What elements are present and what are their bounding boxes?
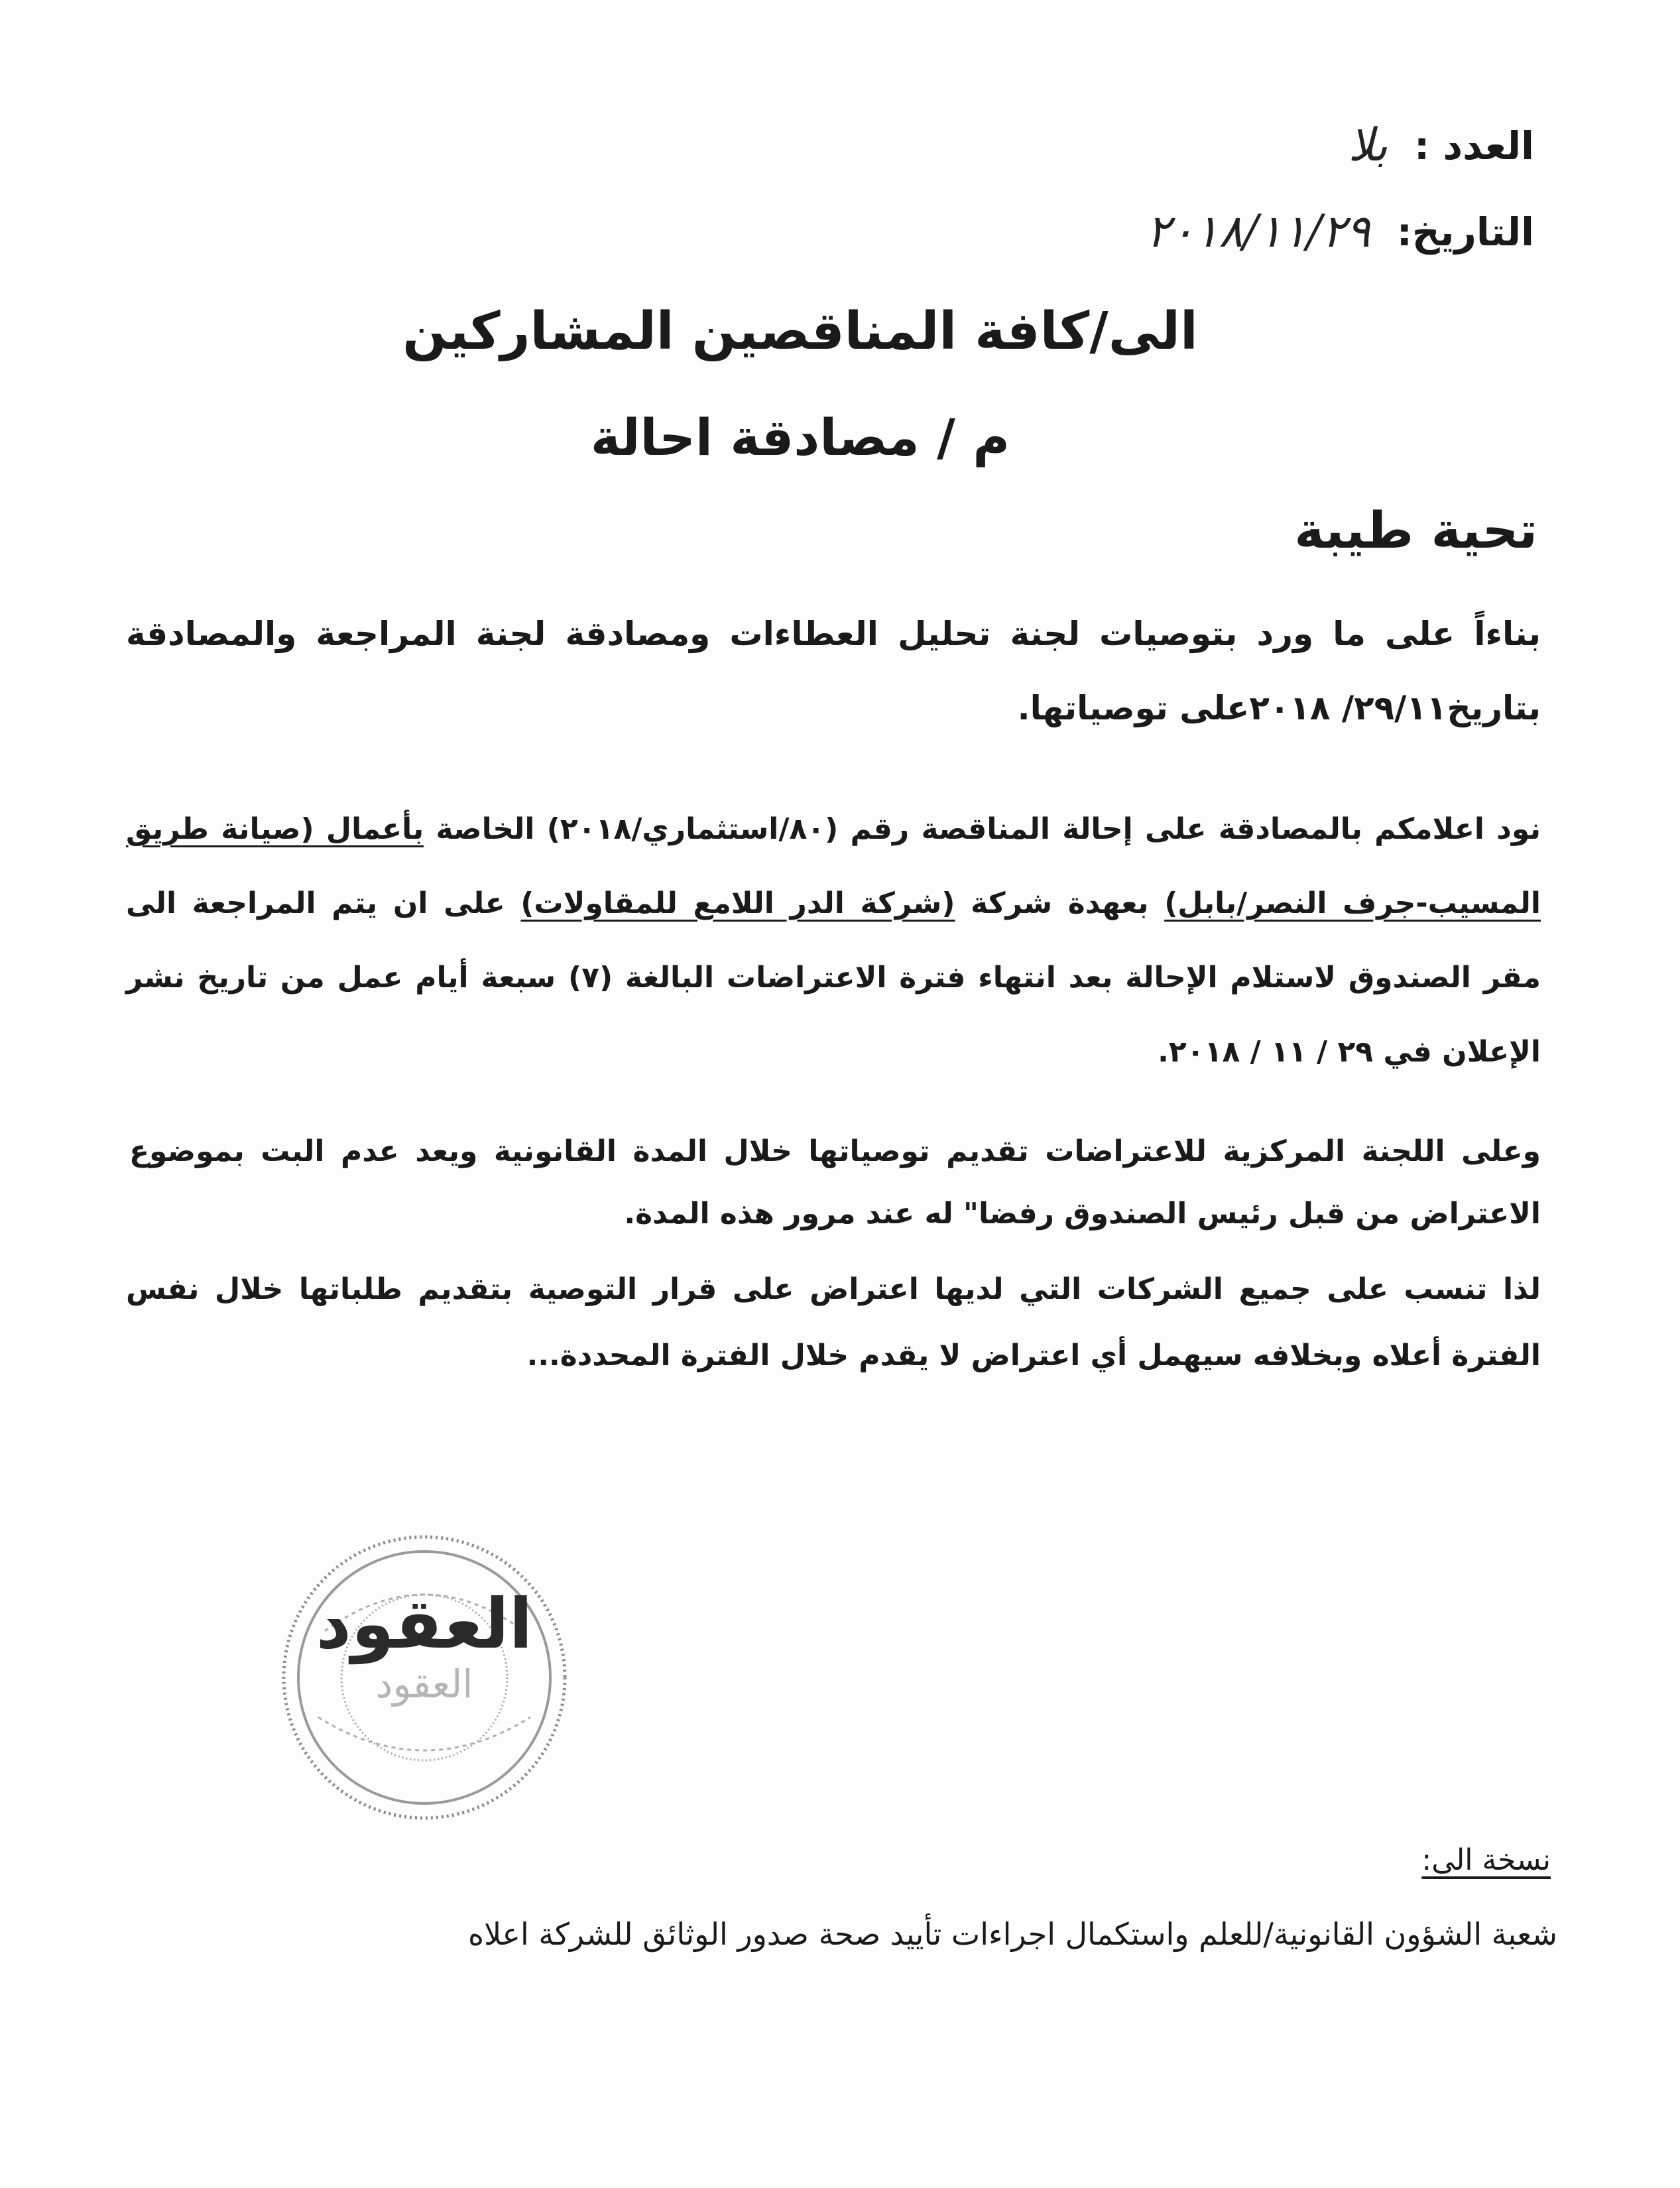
reference-number-value: بلا bbox=[1348, 119, 1388, 172]
reference-number-line bbox=[1348, 119, 1534, 172]
award-text-part1: نود اعلامكم بالمصادقة على إحالة المناقصة رقم (٨٠/استثماري/٢٠١٨) الخاصة bbox=[424, 812, 1541, 846]
paragraph-objections-committee: وعلى اللجنة المركزية للاعتراضات تقديم توصياتها خلال المدة القانونية ويعد عدم البت بموضوع الاعتراض من قبل رئيس الصندوق رفضا" له عند مرور هذه المدة. bbox=[129, 1134, 1541, 1231]
award-text-part2: بعهدة شركة bbox=[955, 886, 1165, 920]
date-line bbox=[1146, 206, 1534, 258]
reference-number-label: العدد : bbox=[1413, 123, 1534, 168]
copy-to-text: شعبة الشؤون القانونية/للعلم واستكمال اجراءات تأييد صحة صدور الوثائق للشركة اعلاه bbox=[467, 1916, 1557, 1952]
paragraph-recommendations: بناءاً على ما ورد بتوصيات لجنة تحليل العطاءات ومصادقة لجنة المراجعة والمصادقة بتاريخ٢٩/١١/ ٢٠١٨على توصياتها. bbox=[126, 615, 1541, 727]
company-name: (شركة الدر اللامع للمقاولات) bbox=[520, 886, 955, 920]
award-text-part3: على ان يتم المراجعة الى مقر الصندوق لاستلام الإحالة بعد انتهاء فترة الاعتراضات البالغة (٧) سبعة أيام عمل من تاريخ نشر الإعلان في ٢٩ / ١١ / ٢٠١٨. bbox=[126, 886, 1541, 1069]
stamp-main-text: العقود bbox=[316, 1583, 533, 1664]
date-label: التاريخ: bbox=[1396, 209, 1534, 255]
addressee-heading: الى/كافة المناقصين المشاركين bbox=[402, 302, 1198, 361]
copy-to-label: نسخة الى: bbox=[1421, 1843, 1551, 1877]
work-description: بأعمال (صيانة طريق المسيب-جرف النصر/بابل) bbox=[126, 812, 1541, 920]
date-value: ٢٠١٨/١١/٢٩ bbox=[1146, 206, 1370, 258]
stamp-inner-text: العقود bbox=[375, 1662, 473, 1707]
contracts-stamp bbox=[278, 1532, 570, 1823]
subject-heading: م / مصادقة احالة bbox=[590, 408, 1010, 467]
paragraph-objections-deadline: لذا تنسب على جميع الشركات التي لديها اعتراض على قرار التوصية بتقديم طلباتها خلال نفس الفترة أعلاه وبخلافه سيهمل أي اعتراض لا يقدم خلال الفترة المحددة... bbox=[126, 1272, 1541, 1372]
paragraph-award-notice bbox=[126, 792, 1541, 1089]
greeting: تحية طيبة bbox=[1294, 501, 1537, 560]
